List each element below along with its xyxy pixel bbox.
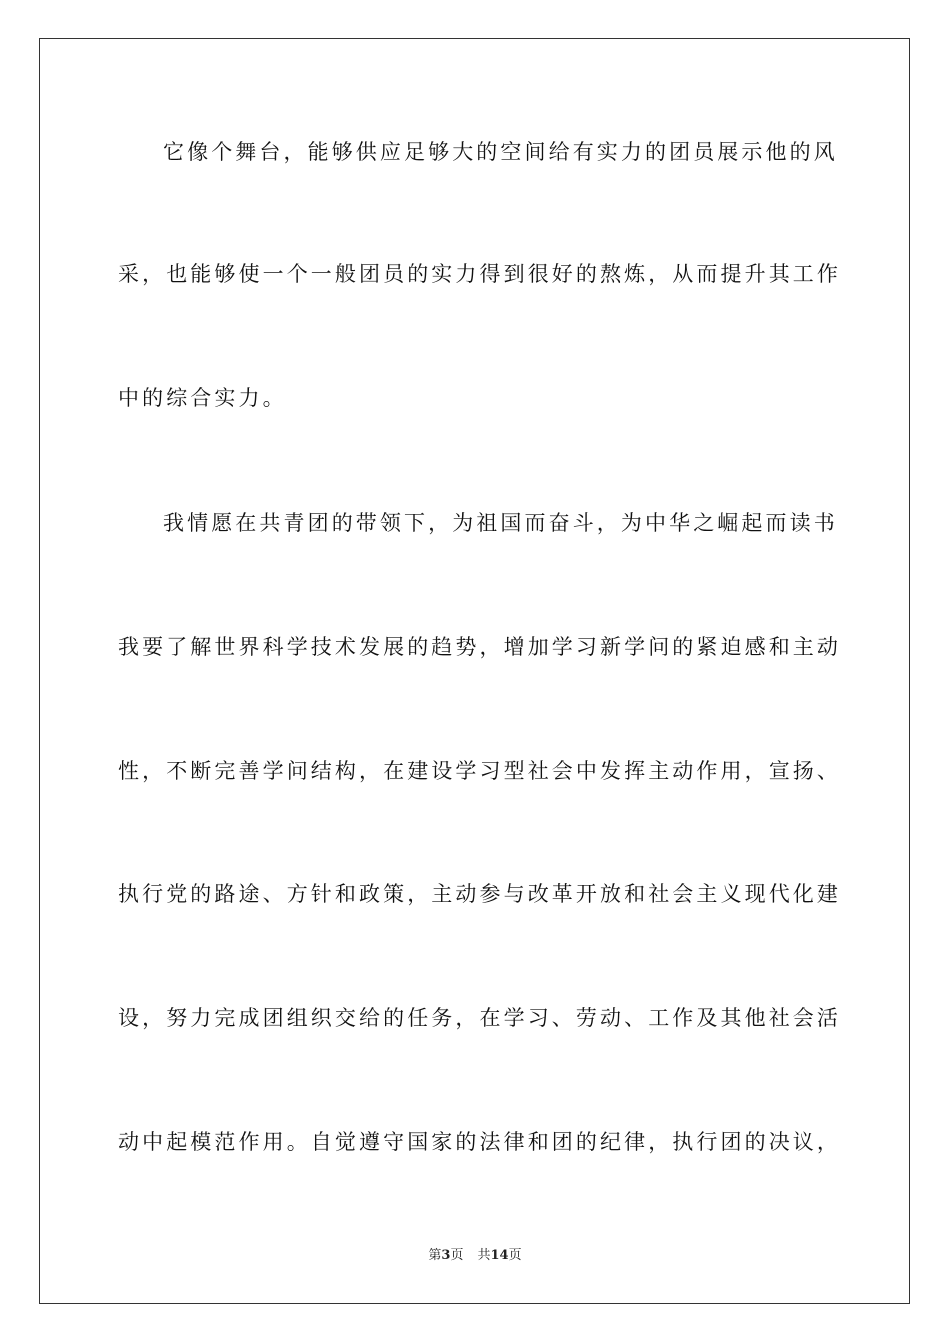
paragraph-1-line-1: 它像个舞台，能够供应足够大的空间给有实力的团员展示他的风 (163, 140, 838, 164)
page-suffix: 页 (450, 1248, 464, 1263)
total-suffix: 页 (508, 1248, 522, 1263)
page-footer (0, 1247, 950, 1265)
total-prefix: 共 (477, 1248, 491, 1263)
paragraph-2-line-1: 我情愿在共青团的带领下，为祖国而奋斗，为中华之崛起而读书 (163, 511, 838, 535)
paragraph-1-line-2: 采，也能够使一个一般团员的实力得到很好的熬炼，从而提升其工作 (118, 262, 841, 286)
paragraph-2-line-6: 动中起模范作用。自觉遵守国家的法律和团的纪律，执行团的决议， (118, 1130, 841, 1154)
paragraph-1-line-3: 中的综合实力。 (118, 386, 287, 410)
paragraph-2-line-5: 设，努力完成团组织交给的任务，在学习、劳动、工作及其他社会活 (118, 1006, 841, 1030)
page-border (39, 38, 910, 1304)
paragraph-2-line-4: 执行党的路途、方针和政策，主动参与改革开放和社会主义现代化建 (118, 882, 841, 906)
paragraph-2-line-2: 我要了解世界科学技术发展的趋势，增加学习新学问的紧迫感和主动 (118, 635, 841, 659)
page-number: 3 (441, 1248, 451, 1263)
page-prefix: 第 (428, 1248, 442, 1263)
total-pages: 14 (490, 1248, 509, 1263)
paragraph-2-line-3: 性，不断完善学问结构，在建设学习型社会中发挥主动作用，宣扬、 (118, 759, 841, 783)
